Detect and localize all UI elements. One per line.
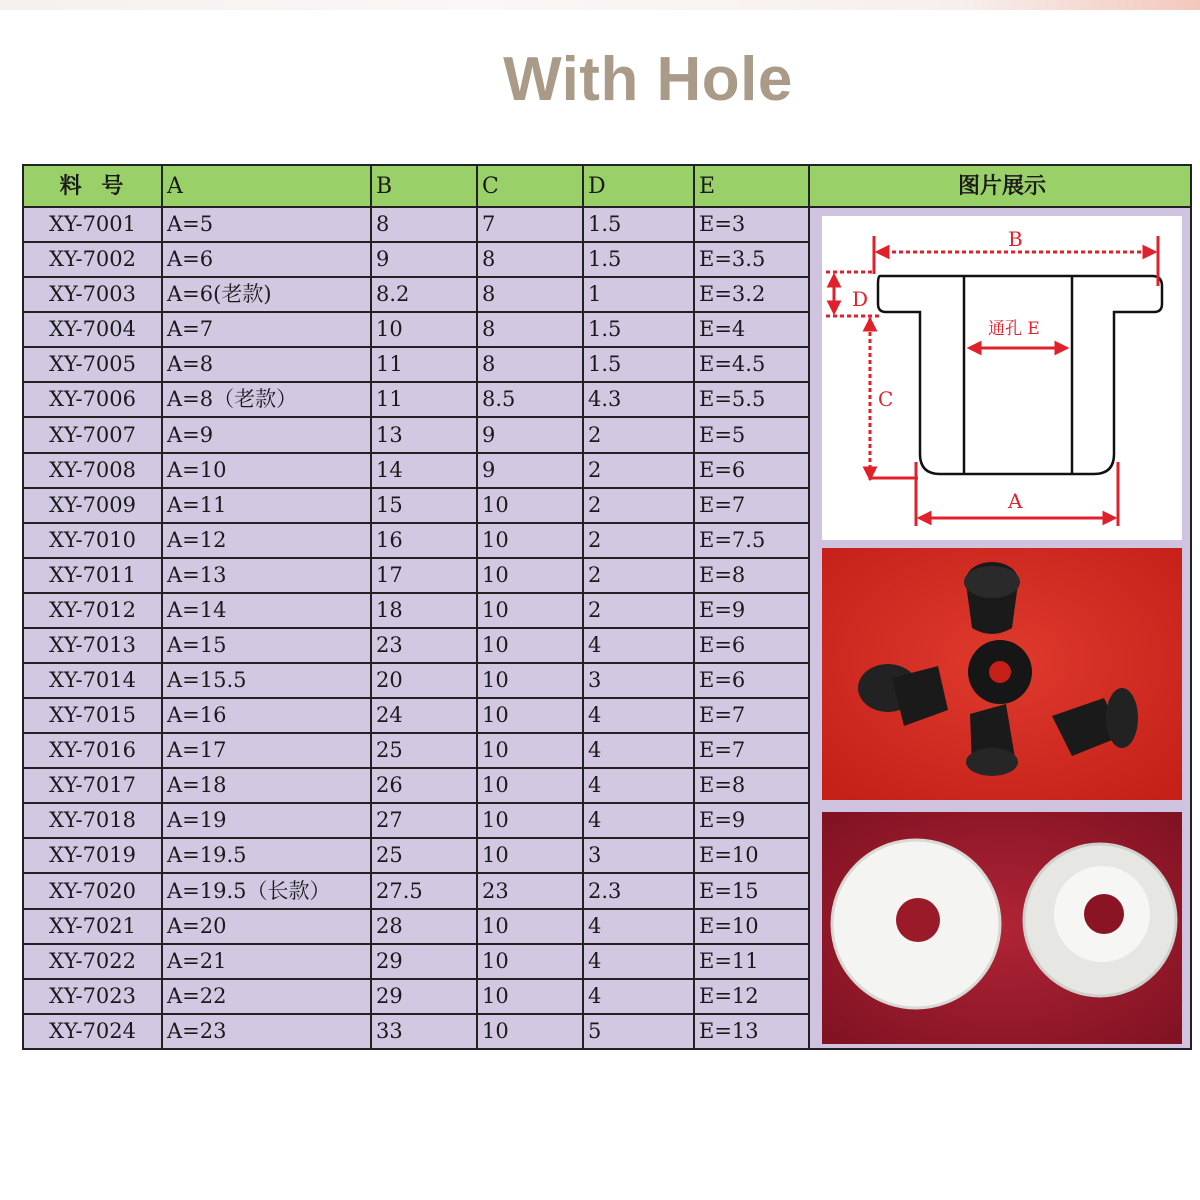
header-e: E — [694, 165, 809, 207]
cell-b: 15 — [371, 488, 477, 523]
cell-a: A=14 — [162, 593, 371, 628]
label-c: C — [878, 387, 894, 411]
dimension-diagram — [822, 216, 1182, 540]
cell-part-number: XY-7010 — [23, 523, 162, 558]
cell-c: 10 — [477, 944, 583, 979]
cell-a: A=11 — [162, 488, 371, 523]
image-display-cell — [809, 207, 1191, 1049]
cell-d: 2 — [583, 488, 694, 523]
cell-b: 29 — [371, 979, 477, 1014]
cell-part-number: XY-7005 — [23, 347, 162, 382]
cell-e: E=11 — [694, 944, 809, 979]
cell-a: A=9 — [162, 417, 371, 452]
cell-part-number: XY-7020 — [23, 873, 162, 908]
cell-part-number: XY-7012 — [23, 593, 162, 628]
cell-e: E=7 — [694, 698, 809, 733]
cell-e: E=9 — [694, 593, 809, 628]
cell-b: 10 — [371, 312, 477, 347]
cell-c: 10 — [477, 593, 583, 628]
spec-table — [22, 164, 1192, 1050]
cell-e: E=6 — [694, 663, 809, 698]
cell-c: 10 — [477, 488, 583, 523]
header-image-display: 图片展示 — [809, 165, 1191, 207]
cell-part-number: XY-7023 — [23, 979, 162, 1014]
cell-a: A=6(老款) — [162, 277, 371, 312]
table-row — [23, 207, 1191, 242]
cell-part-number: XY-7007 — [23, 417, 162, 452]
cell-b: 33 — [371, 1014, 477, 1049]
label-b: B — [1008, 227, 1023, 251]
cell-b: 8 — [371, 207, 477, 242]
cell-c: 8 — [477, 312, 583, 347]
cell-e: E=10 — [694, 909, 809, 944]
cell-part-number: XY-7015 — [23, 698, 162, 733]
cell-e: E=5.5 — [694, 382, 809, 417]
cell-e: E=4 — [694, 312, 809, 347]
cell-a: A=10 — [162, 453, 371, 488]
cell-d: 4 — [583, 803, 694, 838]
cell-e: E=8 — [694, 768, 809, 803]
cell-c: 10 — [477, 663, 583, 698]
cell-d: 1.5 — [583, 207, 694, 242]
cell-a: A=12 — [162, 523, 371, 558]
cell-part-number: XY-7009 — [23, 488, 162, 523]
cell-b: 23 — [371, 628, 477, 663]
label-a: A — [1008, 489, 1023, 513]
cell-e: E=6 — [694, 628, 809, 663]
header-a: A — [162, 165, 371, 207]
cell-part-number: XY-7013 — [23, 628, 162, 663]
cell-e: E=8 — [694, 558, 809, 593]
cell-c: 23 — [477, 873, 583, 908]
cell-c: 10 — [477, 979, 583, 1014]
cell-d: 2 — [583, 417, 694, 452]
cell-d: 4 — [583, 733, 694, 768]
cell-c: 9 — [477, 417, 583, 452]
cell-part-number: XY-7002 — [23, 242, 162, 277]
cell-b: 9 — [371, 242, 477, 277]
cell-a: A=13 — [162, 558, 371, 593]
cell-e: E=3.5 — [694, 242, 809, 277]
cell-e: E=6 — [694, 453, 809, 488]
cell-b: 11 — [371, 382, 477, 417]
cell-d: 4 — [583, 698, 694, 733]
cell-part-number: XY-7021 — [23, 909, 162, 944]
cell-d: 4 — [583, 628, 694, 663]
cell-d: 4 — [583, 768, 694, 803]
cell-c: 10 — [477, 523, 583, 558]
page-title: With Hole — [503, 45, 793, 114]
cell-d: 1 — [583, 277, 694, 312]
cell-part-number: XY-7008 — [23, 453, 162, 488]
cell-b: 24 — [371, 698, 477, 733]
cell-e: E=3.2 — [694, 277, 809, 312]
cell-part-number: XY-7003 — [23, 277, 162, 312]
cell-e: E=10 — [694, 838, 809, 873]
header-b: B — [371, 165, 477, 207]
cell-e: E=3 — [694, 207, 809, 242]
label-hole: 通孔 E — [988, 319, 1040, 339]
header-c: C — [477, 165, 583, 207]
cell-c: 10 — [477, 838, 583, 873]
cell-b: 20 — [371, 663, 477, 698]
top-banner-strip — [0, 0, 1200, 10]
label-d: D — [852, 287, 869, 311]
header-part-number: 料 号 — [23, 165, 162, 207]
cell-e: E=7 — [694, 488, 809, 523]
cell-c: 8 — [477, 242, 583, 277]
cell-a: A=15 — [162, 628, 371, 663]
cell-a: A=18 — [162, 768, 371, 803]
cell-d: 1.5 — [583, 312, 694, 347]
cell-b: 17 — [371, 558, 477, 593]
cell-a: A=19.5（长款） — [162, 873, 371, 908]
cell-e: E=4.5 — [694, 347, 809, 382]
cell-b: 27.5 — [371, 873, 477, 908]
cell-part-number: XY-7011 — [23, 558, 162, 593]
cell-c: 10 — [477, 1014, 583, 1049]
cell-a: A=6 — [162, 242, 371, 277]
cell-b: 18 — [371, 593, 477, 628]
cell-part-number: XY-7004 — [23, 312, 162, 347]
cell-part-number: XY-7016 — [23, 733, 162, 768]
cell-a: A=5 — [162, 207, 371, 242]
cell-b: 28 — [371, 909, 477, 944]
cell-d: 1.5 — [583, 242, 694, 277]
cell-c: 8 — [477, 347, 583, 382]
cell-a: A=15.5 — [162, 663, 371, 698]
cell-b: 27 — [371, 803, 477, 838]
cell-b: 25 — [371, 733, 477, 768]
cell-b: 29 — [371, 944, 477, 979]
cell-e: E=5 — [694, 417, 809, 452]
cell-e: E=15 — [694, 873, 809, 908]
cell-a: A=8 — [162, 347, 371, 382]
cell-b: 13 — [371, 417, 477, 452]
cell-d: 2 — [583, 593, 694, 628]
cell-d: 4.3 — [583, 382, 694, 417]
cell-part-number: XY-7001 — [23, 207, 162, 242]
cell-c: 8.5 — [477, 382, 583, 417]
cell-b: 26 — [371, 768, 477, 803]
cell-d: 4 — [583, 979, 694, 1014]
cell-c: 10 — [477, 803, 583, 838]
cell-a: A=23 — [162, 1014, 371, 1049]
cell-a: A=20 — [162, 909, 371, 944]
cell-d: 4 — [583, 909, 694, 944]
cell-part-number: XY-7024 — [23, 1014, 162, 1049]
cell-a: A=22 — [162, 979, 371, 1014]
cell-c: 10 — [477, 558, 583, 593]
cell-d: 2 — [583, 523, 694, 558]
cell-c: 10 — [477, 628, 583, 663]
black-grommets-photo — [822, 548, 1182, 800]
cell-c: 10 — [477, 733, 583, 768]
cell-a: A=17 — [162, 733, 371, 768]
cell-b: 8.2 — [371, 277, 477, 312]
cell-part-number: XY-7018 — [23, 803, 162, 838]
cell-part-number: XY-7014 — [23, 663, 162, 698]
cell-b: 14 — [371, 453, 477, 488]
cell-b: 16 — [371, 523, 477, 558]
cell-a: A=19 — [162, 803, 371, 838]
cell-d: 5 — [583, 1014, 694, 1049]
cell-a: A=16 — [162, 698, 371, 733]
table-header-row — [23, 165, 1191, 207]
cell-d: 3 — [583, 838, 694, 873]
cell-c: 10 — [477, 909, 583, 944]
cell-part-number: XY-7019 — [23, 838, 162, 873]
cell-e: E=12 — [694, 979, 809, 1014]
white-grommets-photo — [822, 812, 1182, 1044]
cell-d: 2.3 — [583, 873, 694, 908]
cell-part-number: XY-7022 — [23, 944, 162, 979]
cell-d: 2 — [583, 453, 694, 488]
cell-c: 10 — [477, 768, 583, 803]
table-body — [23, 207, 1191, 1049]
cell-c: 9 — [477, 453, 583, 488]
header-d: D — [583, 165, 694, 207]
cell-c: 7 — [477, 207, 583, 242]
cell-e: E=13 — [694, 1014, 809, 1049]
cell-d: 3 — [583, 663, 694, 698]
cell-e: E=7 — [694, 733, 809, 768]
cell-part-number: XY-7017 — [23, 768, 162, 803]
cell-b: 11 — [371, 347, 477, 382]
cell-a: A=19.5 — [162, 838, 371, 873]
cell-part-number: XY-7006 — [23, 382, 162, 417]
cell-e: E=7.5 — [694, 523, 809, 558]
cell-d: 2 — [583, 558, 694, 593]
cell-d: 1.5 — [583, 347, 694, 382]
cell-c: 10 — [477, 698, 583, 733]
cell-a: A=7 — [162, 312, 371, 347]
cell-c: 8 — [477, 277, 583, 312]
cell-d: 4 — [583, 944, 694, 979]
cell-e: E=9 — [694, 803, 809, 838]
cell-a: A=21 — [162, 944, 371, 979]
cell-a: A=8（老款） — [162, 382, 371, 417]
cell-b: 25 — [371, 838, 477, 873]
